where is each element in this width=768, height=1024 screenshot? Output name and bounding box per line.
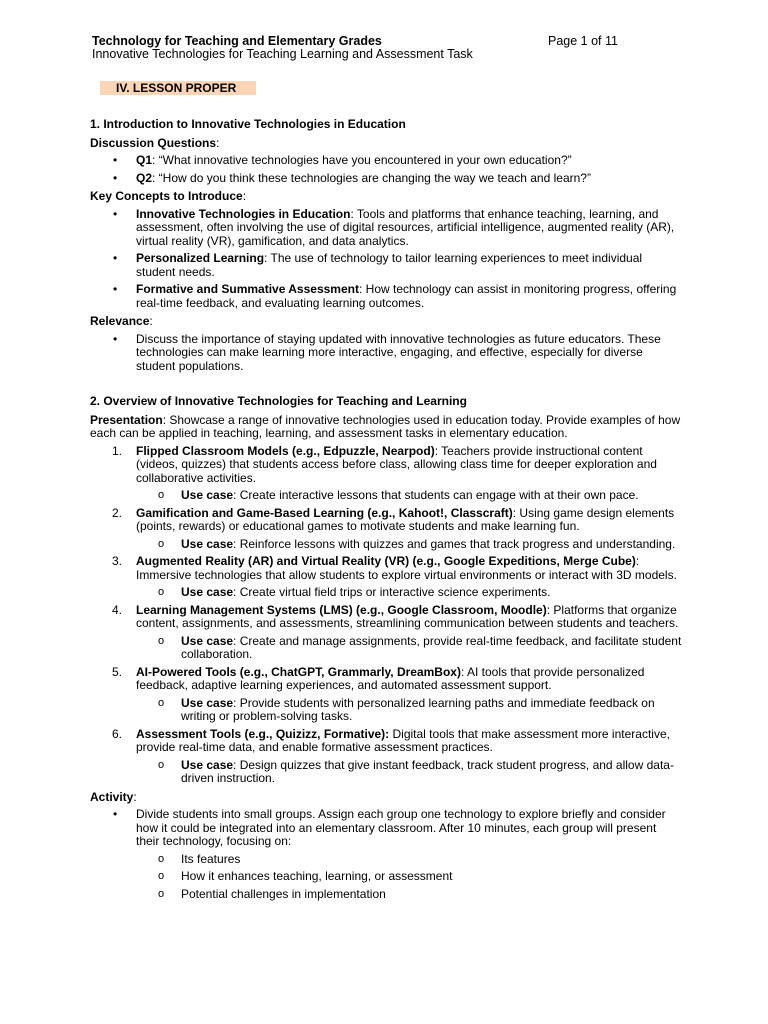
technology-item xyxy=(90,604,682,662)
key-concepts-list xyxy=(90,208,682,311)
item-title: Gamification and Game-Based Learning (e.g., Kahoot!, Classcraft) xyxy=(136,505,513,520)
item-title: Assessment Tools (e.g., Quizizz, Formative): xyxy=(136,726,390,741)
list-item xyxy=(90,172,682,186)
use-case-item xyxy=(90,697,682,724)
item-number: 2. xyxy=(112,505,123,520)
document-body xyxy=(90,118,682,901)
item-text: : Teachers provide instructional content (videos, quizzes) that students access before class, allowing class time for deeper exploration and collaborative activities. xyxy=(136,443,657,485)
list-item xyxy=(90,154,682,168)
item-number: 5. xyxy=(112,664,123,679)
technologies-list xyxy=(90,445,682,786)
use-case-label: Use case xyxy=(181,757,234,772)
use-case-list xyxy=(136,538,682,552)
concept-term: Formative and Summative Assessment xyxy=(136,282,359,296)
activity-point: o Potential challenges in implementation xyxy=(90,888,682,902)
concept-text: : How technology can assist in monitoring progress, offering real-time feedback, and evaluating learning outcomes. xyxy=(136,282,677,310)
key-concepts-label: Key Concepts to Introduce: xyxy=(90,189,247,203)
section-1-heading: 1. Introduction to Innovative Technologies in Education xyxy=(90,117,406,131)
use-case-item xyxy=(90,489,682,503)
concept-term: Innovative Technologies in Education xyxy=(136,206,351,221)
use-case-text: : Create virtual field trips or interactive science experiments. xyxy=(233,585,551,599)
use-case-text: : Create and manage assignments, provide real-time feedback, and facilitate student collaboration. xyxy=(181,633,682,661)
item-number: 4. xyxy=(112,602,123,617)
concept-text: : Tools and platforms that enhance teaching, learning, and assessment, often involving the use of digital resources, artificial intelligence, augmented reality (AR), virtual reality (VR), gamification, and data analytics. xyxy=(136,206,675,248)
question-text: : “What innovative technologies have you encountered in your own education?” xyxy=(152,153,572,167)
relevance-label: Relevance: xyxy=(90,314,153,328)
item-title: AI-Powered Tools (e.g., ChatGPT, Grammarly, DreamBox) xyxy=(136,664,461,679)
question-tag: Q1 xyxy=(136,153,153,167)
presentation-paragraph xyxy=(90,414,682,441)
discussion-questions-label: Discussion Questions: xyxy=(90,135,220,150)
relevance-title: Relevance xyxy=(90,314,150,328)
discussion-questions-list xyxy=(90,154,682,185)
use-case-text: : Provide students with personalized learning paths and immediate feedback on writing or problem-solving tasks. xyxy=(181,695,655,723)
list-item xyxy=(90,808,682,901)
technology-item xyxy=(90,445,682,503)
item-text: : Immersive technologies that allow students to explore virtual environments or interact with 3D models. xyxy=(136,554,677,582)
list-item xyxy=(90,252,682,279)
technology-item xyxy=(90,555,682,600)
item-title: Flipped Classroom Models (e.g., Edpuzzle, Nearpod) xyxy=(136,443,435,458)
section-label-text: IV. LESSON PROPER xyxy=(116,81,237,95)
list-item xyxy=(90,208,682,249)
use-case-list xyxy=(136,635,682,662)
use-case-text: : Reinforce lessons with quizzes and games that track progress and understanding. xyxy=(233,536,676,551)
use-case-label: Use case xyxy=(181,633,234,648)
use-case-item xyxy=(90,586,682,600)
item-number: 6. xyxy=(112,726,123,741)
question-tag: Q2 xyxy=(136,170,153,185)
activity-title: Activity xyxy=(90,789,134,804)
activity-point: o Its features xyxy=(90,853,682,867)
item-text: : AI tools that provide personalized feedback, adaptive learning experiences, and automated assessment support. xyxy=(136,664,645,692)
use-case-list xyxy=(136,759,682,786)
activity-text: Divide students into small groups. Assign each group one technology to explore briefly and consider how it could be integrated into an elementary classroom. After 10 minutes, each group will present their technology, focusing on: xyxy=(136,807,666,848)
concept-term: Personalized Learning xyxy=(136,251,265,265)
item-number: 1. xyxy=(112,443,123,458)
list-item: • Discuss the importance of staying updated with innovative technologies as future educators. These technologies can make learning more interactive, engaging, and effective, especially for diverse student populations. xyxy=(90,333,682,374)
question-text: : “How do you think these technologies are changing the way we teach and learn?” xyxy=(152,170,591,185)
use-case-text: : Design quizzes that give instant feedback, track student progress, and allow data-driven instruction. xyxy=(181,757,674,785)
header-title: Technology for Teaching and Elementary Grades xyxy=(92,34,382,48)
list-item xyxy=(90,283,682,310)
technology-item xyxy=(90,728,682,786)
use-case-item xyxy=(90,759,682,786)
item-text: : Using game design elements (points, rewards) or educational games to motivate students and make learning fun. xyxy=(136,505,675,533)
use-case-item xyxy=(90,538,682,552)
header-subtitle: Innovative Technologies for Teaching Learning and Assessment Task xyxy=(92,47,473,61)
use-case-list xyxy=(136,697,682,724)
use-case-label: Use case xyxy=(181,536,234,551)
key-concepts-title: Key Concepts to Introduce xyxy=(90,189,243,203)
item-title: Augmented Reality (AR) and Virtual Reality (VR) (e.g., Google Expeditions, Merge Cube) xyxy=(136,554,636,568)
presentation-title: Presentation xyxy=(90,412,163,427)
use-case-label: Use case xyxy=(181,488,234,502)
activity-points xyxy=(136,853,682,902)
activity-label: Activity: xyxy=(90,789,137,804)
item-title: Learning Management Systems (LMS) (e.g., Google Classroom, Moodle) xyxy=(136,602,547,617)
section-2-heading: 2. Overview of Innovative Technologies for Teaching and Learning xyxy=(90,394,467,408)
use-case-list xyxy=(136,586,682,600)
use-case-item xyxy=(90,635,682,662)
item-text: : Platforms that organize content, assignments, and assessments, streamlining communication between students and teachers. xyxy=(136,602,679,630)
concept-text: : The use of technology to tailor learning experiences to meet individual student needs. xyxy=(136,251,643,279)
use-case-label: Use case xyxy=(181,695,234,710)
section-label xyxy=(100,81,256,95)
technology-item xyxy=(90,507,682,552)
presentation-text: : Showcase a range of innovative technologies used in education today. Provide examples of how each can be applied in teaching, learning, and assessment tasks in elementary education. xyxy=(90,412,681,440)
activity-list xyxy=(90,808,682,901)
use-case-text: : Create interactive lessons that students can engage with at their own pace. xyxy=(233,488,639,502)
item-text: Digital tools that make assessment more interactive, provide real-time data, and enable formative assessment practices. xyxy=(136,726,670,754)
use-case-label: Use case xyxy=(181,585,234,599)
discussion-questions-title: Discussion Questions xyxy=(90,135,217,150)
relevance-list xyxy=(90,333,682,374)
technology-item xyxy=(90,666,682,724)
item-number: 3. xyxy=(112,554,123,568)
page-number: Page 1 of 11 xyxy=(548,34,618,48)
activity-point: o How it enhances teaching, learning, or assessment xyxy=(90,870,682,884)
use-case-list xyxy=(136,489,682,503)
